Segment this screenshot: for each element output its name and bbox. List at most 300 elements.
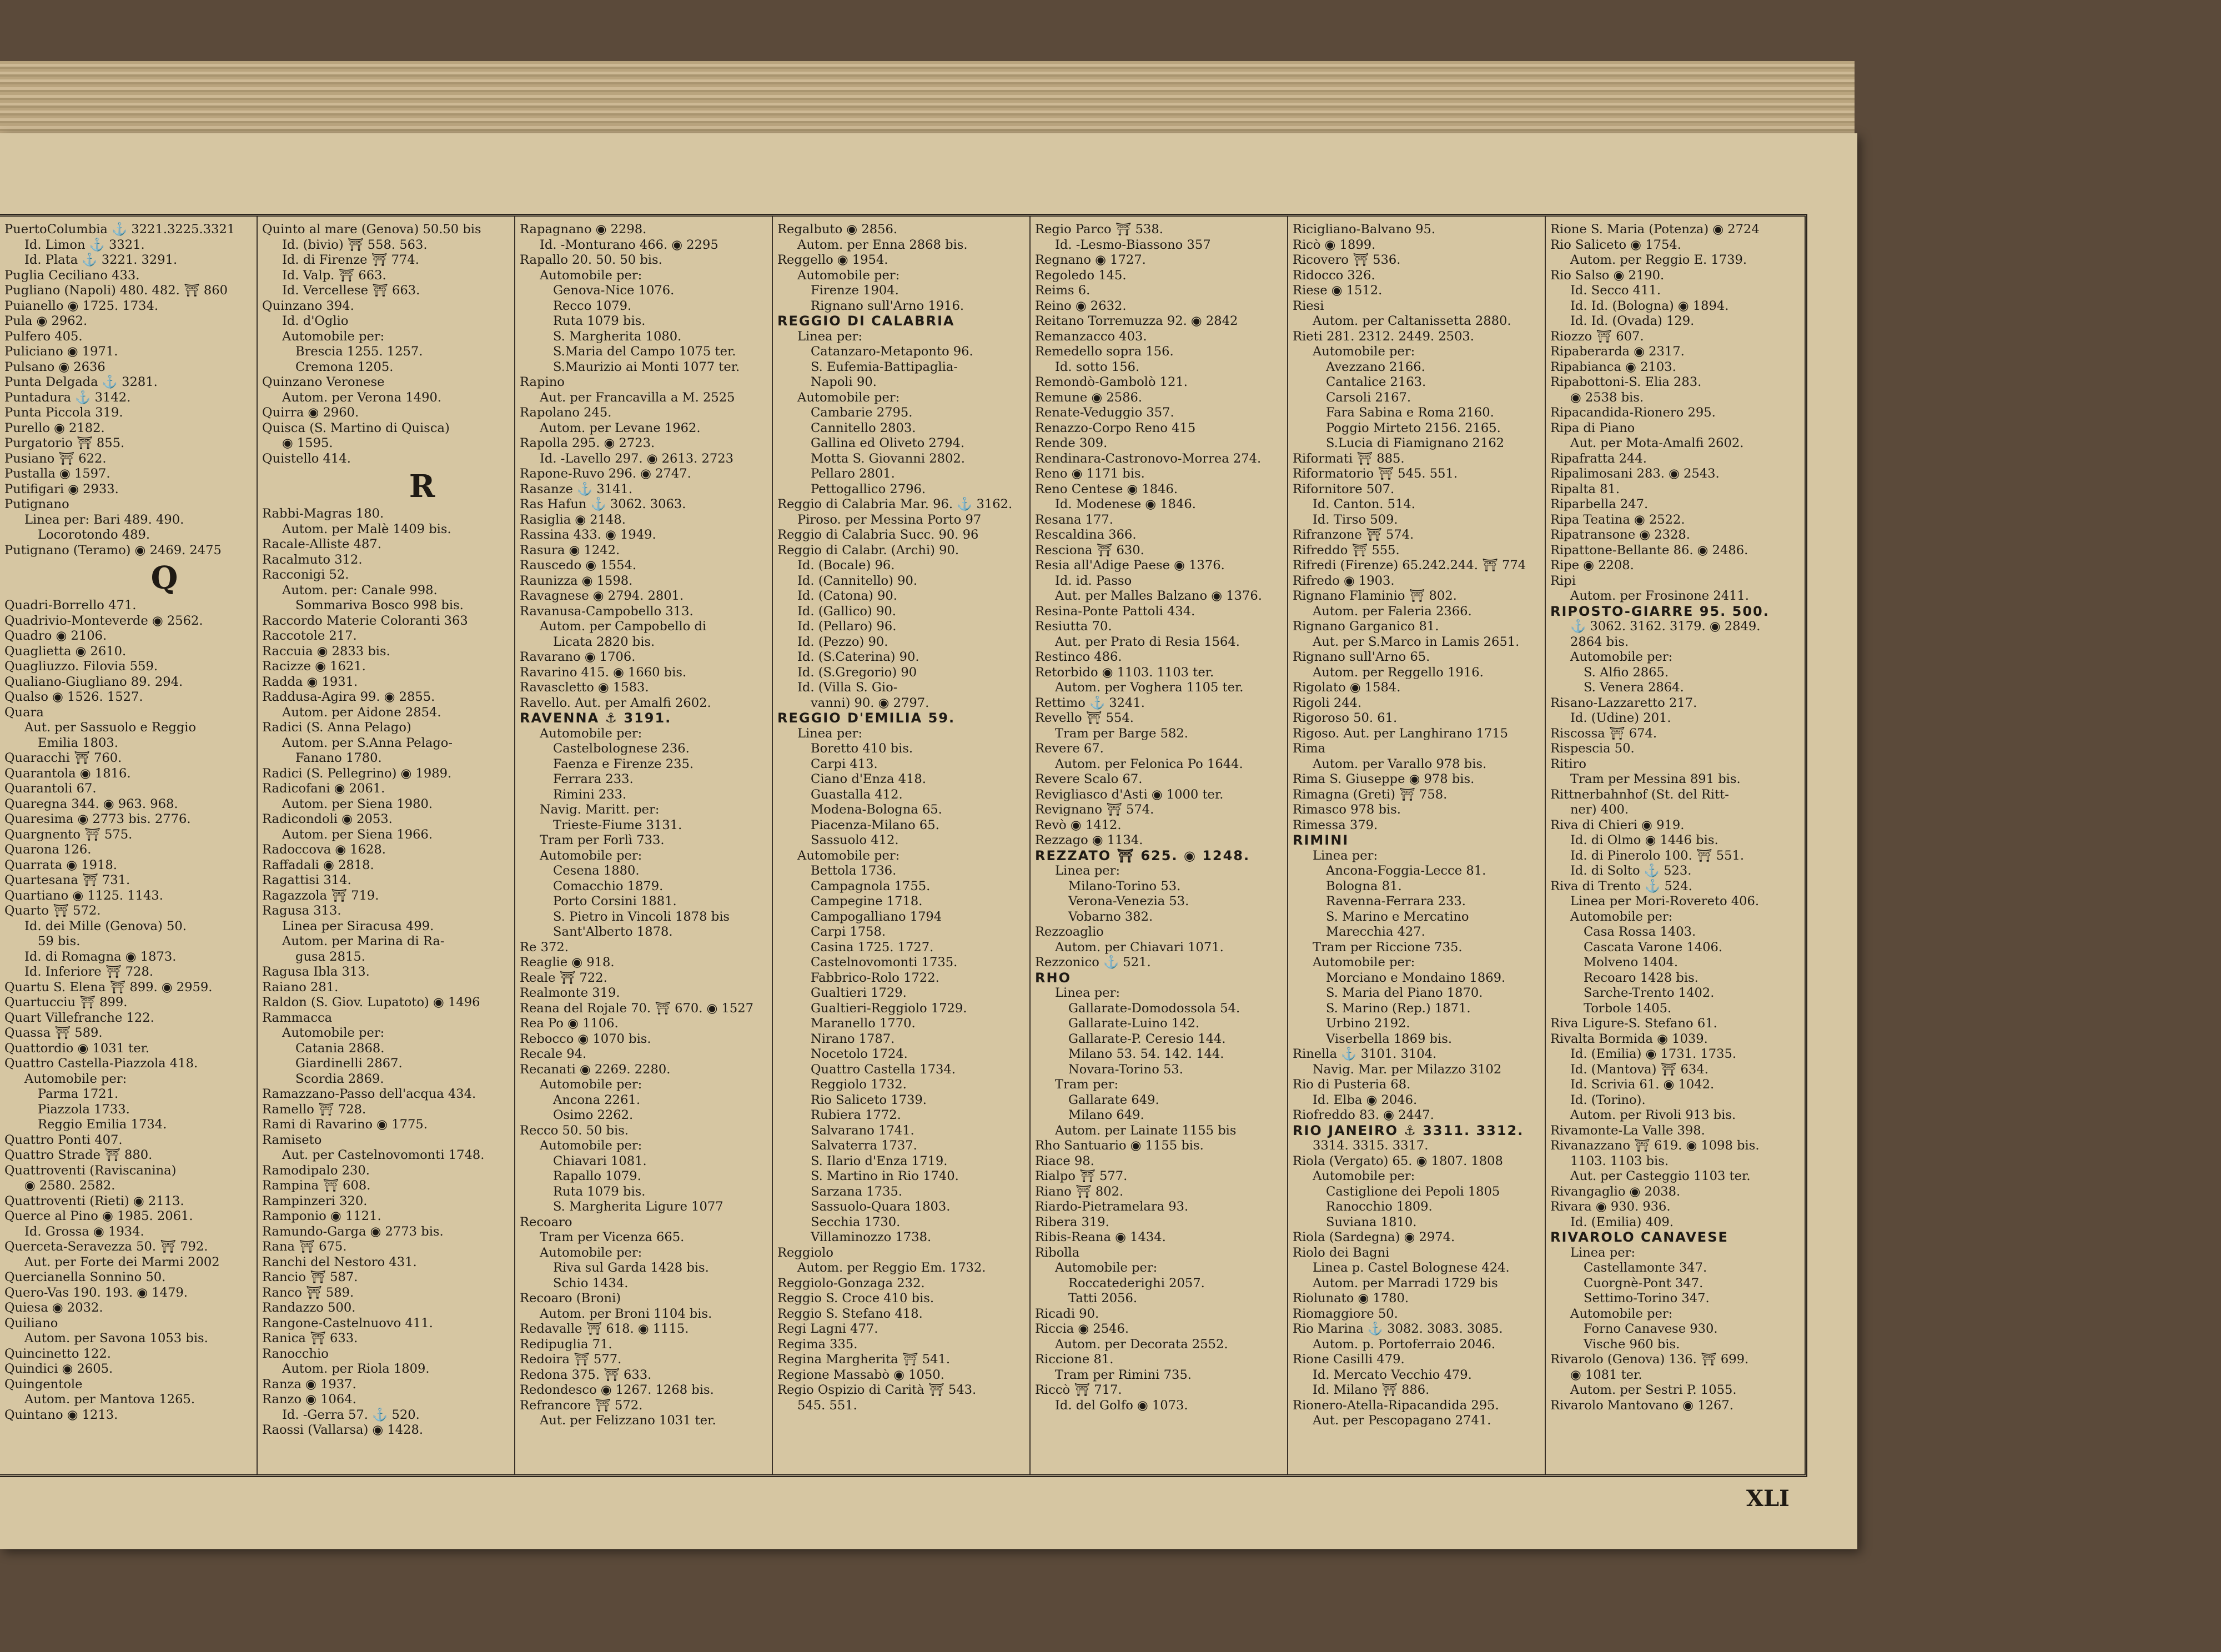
index-entry: Vische 960 bis.	[1584, 1337, 1680, 1352]
index-entry: Id. (Gallico) 90.	[797, 604, 896, 619]
index-column-5	[1031, 217, 1288, 1474]
index-entry: Redavalle ⛩ 618. ◉ 1115.	[520, 1322, 689, 1336]
index-entry: Id. di Pinerolo 100. ⛩ 551.	[1570, 848, 1745, 863]
index-entry: Casina 1725. 1727.	[811, 940, 934, 955]
index-column-6	[1288, 217, 1546, 1474]
index-entry: Linea p. Castel Bolognese 424.	[1313, 1261, 1510, 1275]
index-entry: Linea per:	[797, 329, 863, 344]
index-entry: Tram per Vicenza 665.	[540, 1230, 685, 1244]
index-entry: Id. di Firenze ⛩ 774.	[282, 253, 419, 267]
index-entry: Automobile per:	[282, 1026, 385, 1040]
index-entry: Rifredi (Firenze) 65.242.244. ⛩ 774	[1293, 558, 1526, 573]
index-entry: Cantalice 2163.	[1326, 375, 1426, 389]
index-entry: Aut. per Prato di Resia 1564.	[1055, 634, 1240, 649]
index-entry: Porto Corsini 1881.	[553, 894, 677, 908]
index-entry: Giardinelli 2867.	[295, 1056, 403, 1071]
index-entry: Reggiolo-Gonzaga 232.	[777, 1276, 925, 1291]
index-entry: Raossi (Vallarsa) ◉ 1428.	[262, 1423, 424, 1437]
index-entry: Ripi	[1550, 573, 1576, 588]
index-entry: Reno Centese ◉ 1846.	[1035, 481, 1178, 496]
index-entry: Ramiseto	[262, 1132, 322, 1147]
index-entry: Ridocco 326.	[1293, 268, 1375, 283]
index-entry: Id. Grossa ◉ 1934.	[24, 1224, 144, 1239]
index-entry: Schio 1434.	[553, 1276, 629, 1291]
index-entry: Novara-Torino 53.	[1068, 1062, 1183, 1077]
index-entry: Ragusa 313.	[262, 903, 341, 918]
index-entry: Rifredo ◉ 1903.	[1293, 573, 1395, 588]
index-entry: Reggio di Calabria Succ. 90. 96	[777, 528, 979, 542]
index-entry: Resina-Ponte Pattoli 434.	[1035, 604, 1195, 619]
index-entry: Genova-Nice 1076.	[553, 283, 675, 298]
index-entry: Riace 98.	[1035, 1153, 1094, 1168]
index-entry: 545. 551.	[797, 1398, 857, 1413]
index-entry: Riparbella 247.	[1550, 497, 1649, 511]
index-entry: Sommariva Bosco 998 bis.	[295, 598, 464, 612]
index-entry: Milano-Torino 53.	[1068, 878, 1181, 893]
index-entry: Linea per Siracusa 499.	[282, 918, 434, 933]
index-entry: Quassa ⛩ 589.	[4, 1026, 103, 1040]
index-entry: Autom. per Levane 1962.	[540, 420, 701, 435]
index-entry: Riscossa ⛩ 674.	[1550, 726, 1657, 741]
index-entry: Carsoli 2167.	[1326, 390, 1411, 405]
index-entry: Reggio Emilia 1734.	[38, 1117, 167, 1132]
index-entry: Remanzacco 403.	[1035, 329, 1147, 344]
index-entry: Querceta-Seravezza 50. ⛩ 792.	[4, 1239, 208, 1254]
index-entry: Id. Modenese ◉ 1846.	[1055, 497, 1196, 511]
index-entry: Ranchi del Nestoro 431.	[262, 1254, 417, 1269]
index-entry: S. Maria del Piano 1870.	[1326, 986, 1483, 1000]
index-entry: Automobile per:	[540, 726, 642, 741]
index-entry: Pettogallico 2796.	[811, 481, 926, 496]
index-entry: Brescia 1255. 1257.	[295, 344, 423, 359]
index-entry: Redipuglia 71.	[520, 1337, 612, 1352]
index-entry: Automobile per:	[24, 1071, 127, 1086]
index-entry: S. Margherita 1080.	[553, 329, 682, 344]
index-entry: Remondò-Gambolò 121.	[1035, 375, 1188, 389]
index-heading: REGGIO D'EMILIA 59.	[777, 711, 956, 726]
index-entry: Ravagnese ◉ 2794. 2801.	[520, 589, 684, 603]
index-entry: Quistello 414.	[262, 451, 351, 466]
index-entry: Vobarno 382.	[1068, 909, 1153, 924]
index-entry: Quisca (S. Martino di Quisca)	[262, 420, 450, 435]
index-entry: Resiutta 70.	[1035, 619, 1112, 634]
index-entry: Rignano Flaminio ⛩ 802.	[1293, 589, 1457, 603]
index-entry: Rivanazzano ⛩ 619. ◉ 1098 bis.	[1550, 1138, 1760, 1153]
index-entry: Fara Sabina e Roma 2160.	[1326, 405, 1494, 420]
index-entry: Firenze 1904.	[811, 283, 899, 298]
index-entry: Autom. per Marradi 1729 bis	[1313, 1276, 1498, 1291]
index-entry: Rio di Pusteria 68.	[1293, 1077, 1411, 1092]
index-entry: Automobile per:	[1570, 909, 1673, 924]
index-entry: Ravarano ◉ 1706.	[520, 650, 636, 664]
index-entry: Autom. per Siena 1980.	[282, 796, 433, 811]
index-entry: Id. d'Oglio	[282, 314, 349, 328]
index-entry: Riva di Trento ⚓ 524.	[1550, 878, 1692, 893]
index-entry: Rauscedo ◉ 1554.	[520, 558, 636, 573]
index-entry: Recco 1079.	[553, 298, 632, 313]
index-entry: Id. (Emilia) ◉ 1731. 1735.	[1570, 1047, 1737, 1061]
index-entry: Riesi	[1293, 298, 1324, 313]
index-entry: Tram per Forlì 733.	[540, 833, 665, 847]
index-entry: Aut. per Malles Balzano ◉ 1376.	[1055, 589, 1262, 603]
index-entry: Rubiera 1772.	[811, 1108, 901, 1122]
index-entry: Riva di Chieri ◉ 919.	[1550, 817, 1685, 832]
index-entry: Rio Salso ◉ 2190.	[1550, 268, 1665, 283]
index-entry: Rezzonico ⚓ 521.	[1035, 955, 1151, 970]
index-entry: Castelbolognese 236.	[553, 741, 690, 756]
index-entry: Quartesana ⛩ 731.	[4, 873, 130, 887]
index-entry: Raffadali ◉ 2818.	[262, 857, 374, 872]
index-entry: Radicofani ◉ 2061.	[262, 781, 385, 796]
index-entry: Riccione 81.	[1035, 1352, 1114, 1367]
index-entry: Id. (S.Gregorio) 90	[797, 665, 917, 680]
index-entry: Automobile per:	[282, 329, 385, 344]
index-entry: Quartu S. Elena ⛩ 899. ◉ 2959.	[4, 980, 213, 995]
index-entry: Urbino 2192.	[1326, 1016, 1410, 1031]
index-column-1	[0, 217, 258, 1474]
index-entry: Ramponio ◉ 1121.	[262, 1209, 381, 1223]
index-entry: Quingentole	[4, 1377, 83, 1392]
index-entry: Sassuolo 412.	[811, 833, 899, 847]
index-entry: Revignano ⛩ 574.	[1035, 802, 1154, 817]
index-entry: S.Maurizio ai Monti 1077 ter.	[553, 359, 740, 374]
index-entry: Riolunato ◉ 1780.	[1293, 1291, 1409, 1305]
index-entry: Ribolla	[1035, 1245, 1080, 1260]
index-entry: Ciano d'Enza 418.	[811, 772, 926, 786]
index-entry: Id. Scrivia 61. ◉ 1042.	[1570, 1077, 1715, 1092]
index-entry: Ripa di Piano	[1550, 420, 1635, 435]
index-entry: Quartiano ◉ 1125. 1143.	[4, 888, 163, 903]
index-entry: Rapone-Ruvo 296. ◉ 2747.	[520, 466, 691, 481]
index-entry: Quagliuzzo. Filovia 559.	[4, 659, 158, 674]
index-entry: Regione Massabò ◉ 1050.	[777, 1367, 944, 1382]
index-entry: Quattro Strade ⛩ 880.	[4, 1148, 153, 1162]
index-entry: Aut. per Sassuolo e Reggio	[24, 720, 197, 735]
index-entry: Ruta 1079 bis.	[553, 1184, 646, 1199]
index-entry: Quero-Vas 190. 193. ◉ 1479.	[4, 1285, 188, 1300]
index-entry: Cambarie 2795.	[811, 405, 913, 420]
index-entry: Rendinara-Castronovo-Morrea 274.	[1035, 451, 1262, 466]
index-entry: Viserbella 1869 bis.	[1326, 1031, 1452, 1046]
index-entry: 2864 bis.	[1570, 634, 1629, 649]
index-entry: Ancona 2261.	[553, 1092, 641, 1107]
index-entry: Radoccova ◉ 1628.	[262, 842, 386, 857]
index-entry: Riva Ligure-S. Stefano 61.	[1550, 1016, 1717, 1031]
index-entry: Quattroventi (Raviscanina)	[4, 1163, 177, 1178]
index-entry: Ragazzola ⛩ 719.	[262, 888, 379, 903]
index-heading: REGGIO DI CALABRIA	[777, 314, 955, 329]
index-entry: Regima 335.	[777, 1337, 858, 1352]
index-entry: Autom. per S.Anna Pelago-	[282, 735, 453, 750]
section-letter: R	[409, 468, 435, 505]
index-entry: Linea per:	[1055, 863, 1120, 878]
index-entry: Id. -Lesmo-Biassono 357	[1055, 237, 1211, 252]
index-entry: Puliciano ◉ 1971.	[4, 344, 118, 359]
index-entry: Quinzano 394.	[262, 298, 354, 313]
index-entry: Quinto al mare (Genova) 50.50 bis	[262, 222, 481, 237]
index-entry: Castellamonte 347.	[1584, 1261, 1707, 1275]
index-entry: Puglia Ceciliano 433.	[4, 268, 140, 283]
index-entry: Quirra ◉ 2960.	[262, 405, 359, 420]
index-entry: Riofreddo 83. ◉ 2447.	[1293, 1108, 1434, 1122]
index-entry: Retorbido ◉ 1103. 1103 ter.	[1035, 665, 1214, 680]
index-entry: Radici (S. Pellegrino) ◉ 1989.	[262, 766, 452, 781]
index-entry: Rivalta Bormida ◉ 1039.	[1550, 1031, 1708, 1046]
index-entry: Tram per Rimini 735.	[1055, 1367, 1192, 1382]
index-entry: Quattroventi (Rieti) ◉ 2113.	[4, 1193, 184, 1208]
index-entry: Quaglietta ◉ 2610.	[4, 644, 127, 659]
index-entry: Revere Scalo 67.	[1035, 772, 1143, 786]
index-entry: Poggio Mirteto 2156. 2165.	[1326, 420, 1501, 435]
index-entry: Resia all'Adige Paese ◉ 1376.	[1035, 558, 1225, 573]
index-entry: Autom. p. Portoferraio 2046.	[1313, 1337, 1496, 1352]
index-entry: Tram per Messina 891 bis.	[1570, 772, 1741, 786]
index-entry: Autom. per Sestri P. 1055.	[1570, 1383, 1737, 1397]
index-entry: S. Martino in Rio 1740.	[811, 1169, 959, 1183]
index-entry: Bettola 1736.	[811, 863, 897, 878]
index-entry: Id. (Bocale) 96.	[797, 558, 895, 573]
index-entry: Rialpo ⛩ 577.	[1035, 1169, 1128, 1183]
index-entry: Id. (Pezzo) 90.	[797, 634, 888, 649]
index-entry: Randazzo 500.	[262, 1300, 356, 1315]
index-entry: Catanzaro-Metaponto 96.	[811, 344, 973, 359]
index-entry: Regi Lagni 477.	[777, 1322, 878, 1336]
index-entry: Raccordo Materie Coloranti 363	[262, 613, 468, 628]
index-entry: Riola (Vergato) 65. ◉ 1807. 1808	[1293, 1153, 1503, 1168]
index-entry: Remedello sopra 156.	[1035, 344, 1174, 359]
index-entry: Quinzano Veronese	[262, 375, 385, 389]
index-entry: Automobile per:	[540, 1077, 642, 1092]
index-entry: Id. Id. (Bologna) ◉ 1894.	[1570, 298, 1729, 313]
index-entry: S.Maria del Campo 1075 ter.	[553, 344, 736, 359]
index-entry: Suviana 1810.	[1326, 1214, 1417, 1229]
index-entry: Rescaldina 366.	[1035, 528, 1137, 542]
index-entry: Piazzola 1733.	[38, 1102, 130, 1117]
index-entry: Autom. per Malè 1409 bis.	[282, 521, 451, 536]
index-entry: Rezzago ◉ 1134.	[1035, 833, 1143, 847]
index-entry: Rieti 281. 2312. 2449. 2503.	[1293, 329, 1474, 344]
index-entry: Linea per: Bari 489. 490.	[24, 512, 184, 527]
index-entry: Salvaterra 1737.	[811, 1138, 917, 1153]
index-entry: Renate-Veduggio 357.	[1035, 405, 1174, 420]
index-entry: Aut. per Castelnovomonti 1748.	[282, 1148, 485, 1162]
index-entry: Pula ◉ 2962.	[4, 314, 88, 328]
index-entry: Reggiolo 1732.	[811, 1077, 907, 1092]
index-entry: Restinco 486.	[1035, 650, 1122, 664]
index-entry: Rasiglia ◉ 2148.	[520, 512, 626, 527]
index-entry: Rimessa 379.	[1293, 817, 1378, 832]
index-entry: Id. Valp. ⛩ 663.	[282, 268, 386, 283]
index-entry: Putifigari ◉ 2933.	[4, 481, 119, 496]
index-entry: Automobile per:	[540, 1138, 642, 1153]
index-entry: Raddusa-Agira 99. ◉ 2855.	[262, 690, 435, 704]
index-entry: Autom. per Reggello 1916.	[1313, 665, 1484, 680]
index-entry: Modena-Bologna 65.	[811, 802, 942, 817]
index-heading: RIO JANEIRO ⚓ 3311. 3312.	[1293, 1123, 1524, 1138]
index-entry: Raccuia ◉ 2833 bis.	[262, 644, 390, 659]
index-entry: Reggello ◉ 1954.	[777, 253, 888, 267]
index-entry: Regina Margherita ⛩ 541.	[777, 1352, 950, 1367]
index-entry: ◉ 1081 ter.	[1570, 1367, 1642, 1382]
index-entry: Aut. per Felizzano 1031 ter.	[540, 1413, 716, 1428]
index-entry: Autom. per Enna 2868 bis.	[797, 237, 968, 252]
index-entry: S. Marino e Mercatino	[1326, 909, 1469, 924]
index-entry: PuertoColumbia ⚓ 3221.3225.3321	[4, 222, 235, 237]
index-heading: RIVAROLO CANAVESE	[1550, 1230, 1728, 1245]
index-entry: S. Eufemia-Battipaglia-	[811, 359, 958, 374]
index-entry: Rivarolo (Genova) 136. ⛩ 699.	[1550, 1352, 1749, 1367]
index-entry: Id. (bivio) ⛩ 558. 563.	[282, 237, 428, 252]
index-entry: Autom. per Campobello di	[540, 619, 707, 634]
index-entry: Ricovero ⛩ 536.	[1293, 253, 1401, 267]
index-entry: Regio Ospizio di Carità ⛩ 543.	[777, 1383, 977, 1397]
index-entry: Ranocchio	[262, 1346, 329, 1361]
index-entry: Pulsano ◉ 2636	[4, 359, 105, 374]
index-entry: Gallarate 649.	[1068, 1092, 1159, 1107]
index-entry: gusa 2815.	[295, 949, 365, 964]
index-entry: Trieste-Fiume 3131.	[553, 817, 682, 832]
index-entry: Ruta 1079 bis.	[553, 314, 646, 328]
index-entry: Reims 6.	[1035, 283, 1091, 298]
index-columns	[0, 217, 1805, 1474]
index-entry: Reno ◉ 1171 bis.	[1035, 466, 1145, 481]
index-entry: Rapolano 245.	[520, 405, 612, 420]
index-entry: Id. (Cannitello) 90.	[797, 573, 918, 588]
index-entry: Id. Canton. 514.	[1313, 497, 1415, 511]
index-entry: Riardo-Pietramelara 93.	[1035, 1199, 1189, 1214]
index-entry: Ramello ⛩ 728.	[262, 1102, 366, 1117]
index-entry: Linea per:	[1570, 1245, 1636, 1260]
index-entry: Purgatorio ⛩ 855.	[4, 436, 125, 450]
index-column-2	[258, 217, 515, 1474]
index-entry: Id. Vercellese ⛩ 663.	[282, 283, 420, 298]
index-entry: Raunizza ◉ 1598.	[520, 573, 633, 588]
index-entry: Quincinetto 122.	[4, 1346, 111, 1361]
index-entry: Rivara ◉ 930. 936.	[1550, 1199, 1671, 1214]
index-entry: Automobile per:	[1313, 1169, 1415, 1183]
index-entry: Re 372.	[520, 940, 569, 955]
index-entry: Milano 53. 54. 142. 144.	[1068, 1047, 1224, 1061]
index-entry: Ripaberarda ◉ 2317.	[1550, 344, 1685, 359]
index-entry: Ripe ◉ 2208.	[1550, 558, 1634, 573]
index-entry: Id. -Lavello 297. ◉ 2613. 2723	[540, 451, 733, 466]
index-entry: Roccatederighi 2057.	[1068, 1276, 1205, 1291]
index-entry: Fabbrico-Rolo 1722.	[811, 970, 939, 985]
index-entry: Comacchio 1879.	[553, 878, 664, 893]
index-entry: Bologna 81.	[1326, 878, 1402, 893]
index-entry: Ragattisi 314.	[262, 873, 351, 887]
index-entry: Tram per:	[1055, 1077, 1119, 1092]
index-heading: RIPOSTO-GIARRE 95. 500.	[1550, 604, 1770, 619]
index-entry: Castelnovomonti 1735.	[811, 955, 958, 970]
index-entry: Rapallo 1079.	[553, 1169, 641, 1183]
index-entry: Pustalla ◉ 1597.	[4, 466, 110, 481]
index-entry: S. Ilario d'Enza 1719.	[811, 1153, 948, 1168]
index-entry: Autom. per Broni 1104 bis.	[540, 1306, 712, 1321]
index-entry: Id. (Torino).	[1570, 1092, 1646, 1107]
index-entry: Torbole 1405.	[1584, 1001, 1672, 1016]
index-entry: Boretto 410 bis.	[811, 741, 913, 756]
index-heading: RIMINI	[1293, 833, 1349, 848]
index-entry: Autom. per Aidone 2854.	[282, 705, 441, 720]
index-entry: Rivarolo Mantovano ◉ 1267.	[1550, 1398, 1733, 1413]
index-entry: S. Pietro in Vincoli 1878 bis	[553, 909, 730, 924]
index-entry: Autom. per Felonica Po 1644.	[1055, 756, 1243, 771]
index-entry: Quiliano	[4, 1315, 58, 1330]
index-entry: Recale 94.	[520, 1047, 587, 1061]
index-entry: Cuorgnè-Pont 347.	[1584, 1276, 1704, 1291]
index-entry: Automobile per:	[1570, 1306, 1673, 1321]
index-entry: Reino ◉ 2632.	[1035, 298, 1127, 313]
index-entry: vanni) 90. ◉ 2797.	[811, 695, 929, 710]
index-entry: Rigoli 244.	[1293, 695, 1362, 710]
index-entry: Rana ⛩ 675.	[262, 1239, 347, 1254]
index-entry: Puntadura ⚓ 3142.	[4, 390, 131, 405]
index-entry: Id. -Gerra 57. ⚓ 520.	[282, 1407, 420, 1422]
index-entry: Reaglie ◉ 918.	[520, 955, 615, 970]
index-entry: Gallarate-Luino 142.	[1068, 1016, 1200, 1031]
index-entry: Navig. Maritt. per:	[540, 802, 660, 817]
index-entry: Resciona ⛩ 630.	[1035, 543, 1144, 558]
index-entry: Id. (Emilia) 409.	[1570, 1214, 1674, 1229]
index-entry: ⚓ 3062. 3162. 3179. ◉ 2849.	[1570, 619, 1761, 634]
index-entry: Autom. per Reggio E. 1739.	[1570, 253, 1747, 267]
index-entry: Rampinzeri 320.	[262, 1193, 368, 1208]
index-entry: Punta Delgada ⚓ 3281.	[4, 375, 158, 389]
index-entry: Racale-Alliste 487.	[262, 537, 381, 551]
index-entry: Purello ◉ 2182.	[4, 420, 105, 435]
index-entry: Id. di Olmo ◉ 1446 bis.	[1570, 833, 1718, 847]
index-entry: Id. (Mantova) ⛩ 634.	[1570, 1062, 1709, 1077]
index-entry: ◉ 1595.	[282, 436, 333, 450]
index-entry: Avezzano 2166.	[1326, 359, 1425, 374]
index-entry: Revere 67.	[1035, 741, 1104, 756]
index-entry: Osimo 2262.	[553, 1108, 634, 1122]
index-entry: Quercianella Sonnino 50.	[4, 1270, 166, 1284]
index-entry: Ramazzano-Passo dell'acqua 434.	[262, 1087, 476, 1101]
index-entry: Reggio S. Stefano 418.	[777, 1306, 923, 1321]
index-entry: Rignano sull'Arno 65.	[1293, 650, 1430, 664]
index-entry: Rezzoaglio	[1035, 925, 1104, 939]
index-entry: Riccia ◉ 2546.	[1035, 1322, 1129, 1336]
index-entry: Rasura ◉ 1242.	[520, 543, 620, 558]
index-entry: Id. Tirso 509.	[1313, 512, 1398, 527]
index-heading: RAVENNA ⚓ 3191.	[520, 711, 672, 726]
index-entry: Milano 649.	[1068, 1108, 1144, 1122]
index-entry: Forno Canavese 930.	[1584, 1322, 1718, 1336]
index-entry: Linea per:	[1313, 848, 1378, 863]
index-entry: Riomaggiore 50.	[1293, 1306, 1398, 1321]
index-entry: Ripacandida-Rionero 295.	[1550, 405, 1716, 420]
index-entry: Rende 309.	[1035, 436, 1108, 450]
index-entry: Carpi 413.	[811, 756, 878, 771]
index-entry: Marecchia 427.	[1326, 925, 1425, 939]
index-entry: Automobile per:	[540, 1245, 642, 1260]
index-entry: Ripalimosani 283. ◉ 2543.	[1550, 466, 1720, 481]
index-entry: 3314. 3315. 3317.	[1313, 1138, 1429, 1153]
index-entry: Riolo dei Bagni	[1293, 1245, 1390, 1260]
index-entry: Settimo-Torino 347.	[1584, 1291, 1710, 1305]
index-column-4	[773, 217, 1031, 1474]
index-entry: Rione Casilli 479.	[1293, 1352, 1405, 1367]
index-entry: Autom. per Verona 1490.	[282, 390, 442, 405]
index-entry: Rima S. Giuseppe ◉ 978 bis.	[1293, 772, 1475, 786]
index-entry: Redoira ⛩ 577.	[520, 1352, 622, 1367]
index-entry: Campagnola 1755.	[811, 878, 931, 893]
index-entry: Qualso ◉ 1526. 1527.	[4, 690, 143, 704]
index-entry: 1103. 1103 bis.	[1570, 1153, 1669, 1168]
index-entry: Pellaro 2801.	[811, 466, 895, 481]
